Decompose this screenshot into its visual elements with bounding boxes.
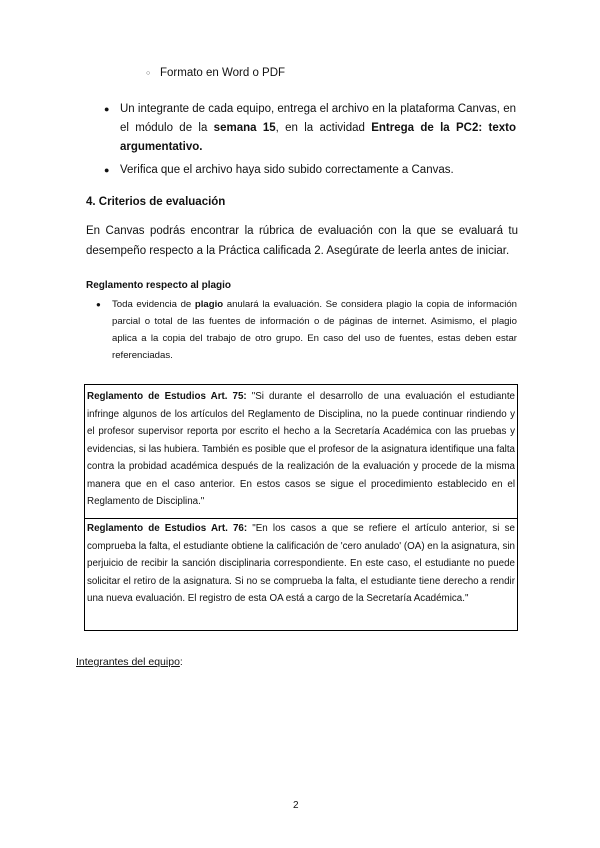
article-76-label: Reglamento de Estudios Art. 76:	[87, 523, 248, 534]
sub-bullet-text: Formato en Word o PDF	[160, 67, 286, 79]
bullet-icon: ●	[104, 165, 110, 175]
page-number: 2	[293, 800, 299, 811]
plagiarism-text: Toda evidencia de plagio anulará la evaluación. Se considera plagio la copia de información parcial o total de las fuentes de información o de páginas de internet. Asimismo, el plagio aplica a la copia del trabajo de otro grupo. En caso del uso de fuentes, estas deben estar referenciadas.	[112, 299, 517, 361]
plagiarism-item	[96, 296, 517, 364]
bullet-bold-activity: Entrega de la PC2: texto argumentativo.	[120, 122, 516, 153]
plagiarism-bold: plagio	[194, 299, 224, 310]
list-item	[104, 161, 516, 180]
article-76-cell	[85, 517, 517, 608]
article-75-text: "Si durante el desarrollo de una evaluación el estudiante infringe algunos de los artículos del Reglamento de Disciplina, no la puede continuar rindiendo y el profesor supervisor reporta por escrito el hecho a la Secretaría Académica con las pruebas y evidencias, si las hubiera. También es posible que el profesor de la asignatura identifique una falta contra la probidad académica después de la realización de la evaluación y procede de la misma manera que en el caso anterior. En estos casos se sigue el procedimiento establecido en el Reglamento de Disciplina."	[87, 391, 515, 507]
bullet-bold-week: semana 15	[213, 122, 276, 134]
bullet-text: Un integrante de cada equipo, entrega el archivo en la plataforma Canvas, en el módulo de la	[120, 103, 516, 134]
section-heading: 4. Criterios de evaluación	[86, 196, 226, 208]
bullet-text: Verifica que el archivo haya sido subido correctamente a Canvas.	[120, 164, 454, 176]
bullet-text-mid: , en la actividad	[275, 122, 372, 134]
instruction-list	[104, 100, 516, 184]
hollow-bullet-icon: ○	[146, 70, 151, 77]
article-75-cell	[85, 385, 517, 519]
bullet-icon: ●	[96, 300, 101, 309]
section-intro: En Canvas podrás encontrar la rúbrica de evaluación con la que se evaluará tu desempeño respecto a la Práctica calificada 2. Asegúrate de leerla antes de iniciar.	[86, 225, 518, 257]
bullet-icon: ●	[104, 104, 110, 114]
article-75-label: Reglamento de Estudios Art. 75:	[87, 391, 247, 402]
list-item	[104, 100, 516, 157]
plagiarism-heading: Reglamento respecto al plagio	[86, 280, 232, 291]
article-76-text: "En los casos a que se refiere el artículo anterior, si se comprueba la falta, el estudiante obtiene la calificación de 'cero anulado' (OA) en la asignatura, sin perjuicio de recibir la sanción disciplinaria correspondiente. En este caso, el estudiante no puede solicitar el retiro de la asignatura. Si no se comprueba la falta, el estudiante tiene derecho a rendir una nueva evaluación. El registro de esta OA está a cargo de la Secretaría Académica."	[87, 523, 515, 604]
regulations-table	[84, 384, 518, 631]
team-members-label: Integrantes del equipo:	[76, 656, 183, 668]
